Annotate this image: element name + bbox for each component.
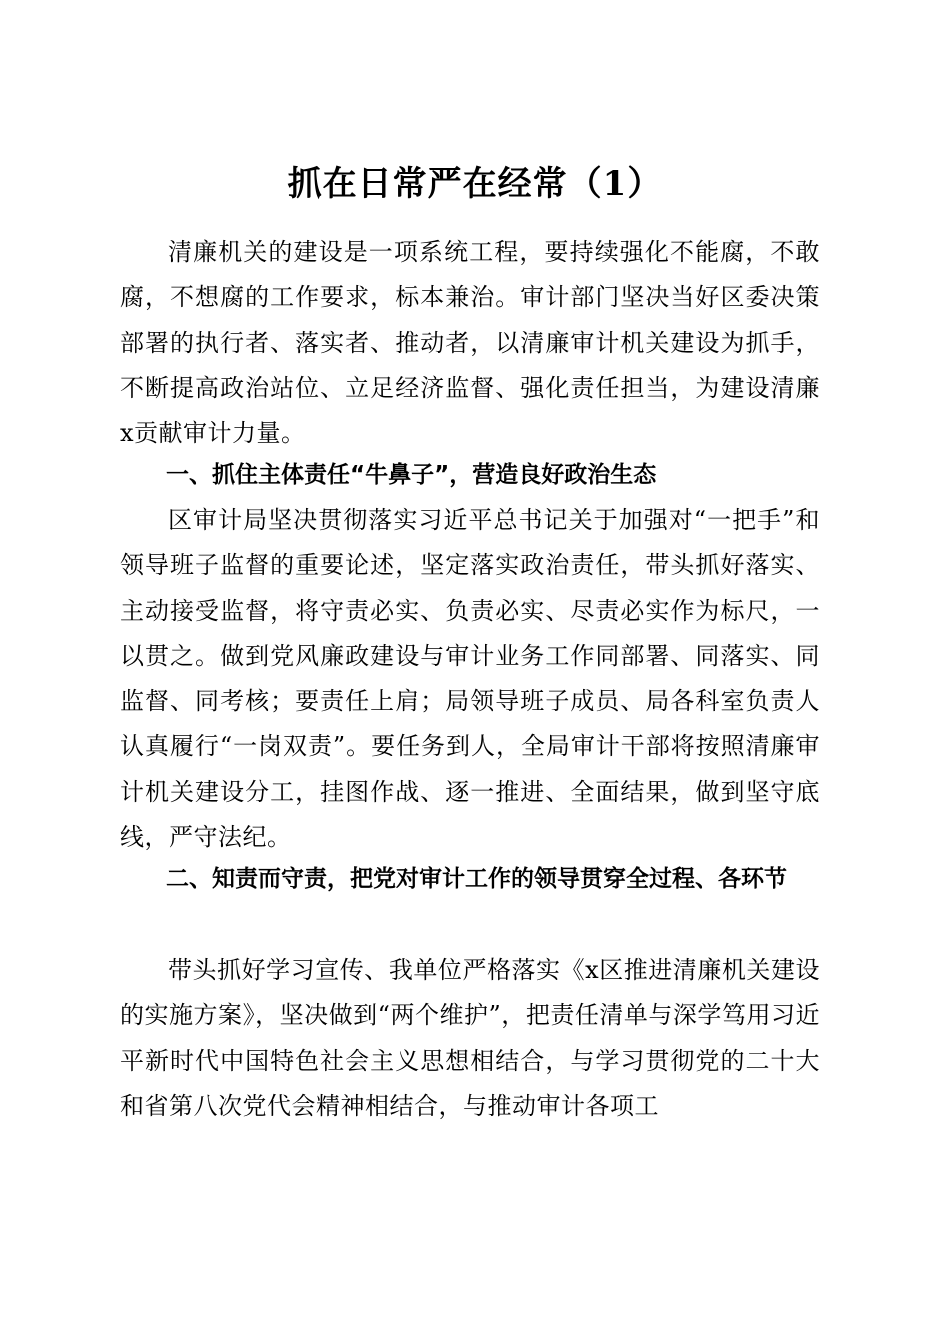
section-heading-1: 一、抓住主体责任“牛鼻子”，营造良好政治生态 <box>166 462 657 488</box>
paragraph-intro: 清廉机关的建设是一项系统工程，要持续强化不能腐，不敢腐，不想腐的工作要求，标本兼治。审计部门坚决当好区委决策部署的执行者、落实者、推动者，以清廉审计机关建设为抓手，不断提高政治站位、立足经济监督、强化责任担当，为建设清廉x贡献审计力量。 <box>120 238 820 448</box>
paragraph-section-1: 区审计局坚决贯彻落实习近平总书记关于加强对“一把手”和领导班子监督的重要论述，坚定落实政治责任，带头抓好落实、主动接受监督，将守责必实、负责必实、尽责必实作为标尺，一以贯之。做到党风廉政建设与审计业务工作同部署、同落实、同监督、同考核；要责任上肩；局领导班子成员、局各科室负责人认真履行“一岗双责”。要任务到人，全局审计干部将按照清廉审计机关建设分工，挂图作战、逐一推进、全面结果，做到坚守底线，严守法纪。 <box>120 506 820 852</box>
section-heading-2: 二、知责而守责，把党对审计工作的领导贯穿全过程、各环节 <box>166 866 787 892</box>
document-title: 抓在日常严在经常（1） <box>287 163 663 204</box>
paragraph-section-2: 带头抓好学习宣传、我单位严格落实《x区推进清廉机关建设的实施方案》，坚决做到“两个维护”，把责任清单与深学笃用习近平新时代中国特色社会主义思想相结合，与学习贯彻党的二十大和省第八次党代会精神相结合，与推动审计各项工 <box>120 956 820 1120</box>
